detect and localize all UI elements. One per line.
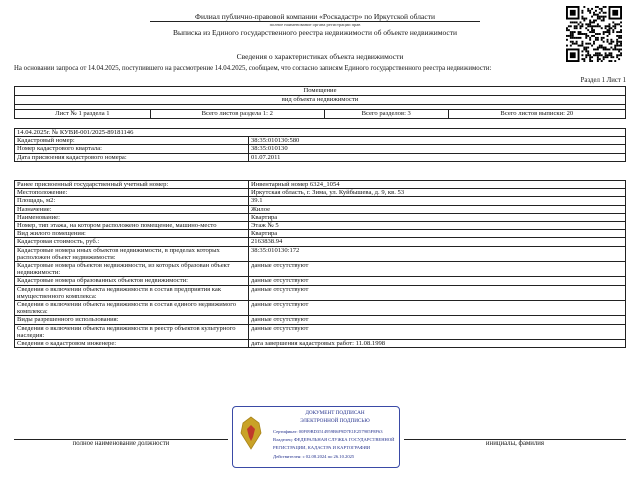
identifier-value: 38:35:010130 xyxy=(249,145,626,153)
property-row xyxy=(15,238,626,246)
extract-sheets: Всего листов выписки: 20 xyxy=(448,110,625,119)
object-header-table xyxy=(14,86,626,119)
property-row xyxy=(15,197,626,205)
property-row xyxy=(15,189,626,197)
property-row xyxy=(15,262,626,277)
property-row xyxy=(15,222,626,230)
stamp-line1: ДОКУМЕНТ ПОДПИСАН xyxy=(305,410,365,416)
name-label: инициалы, фамилия xyxy=(404,439,626,447)
document-title: Выписка из Единого государственного реестра недвижимости об объекте недвижимости xyxy=(172,28,458,37)
stamp-owner: Владелец: ФЕДЕРАЛЬНАЯ СЛУЖБА ГОСУДАРСТВЕННОЙ xyxy=(273,437,395,442)
organization-name: Филиал публично-правовой компании «Роскадастр» по Иркутской области xyxy=(150,12,480,22)
property-row xyxy=(15,301,626,316)
property-label: Наименование: xyxy=(15,213,249,221)
electronic-signature-stamp xyxy=(232,406,400,468)
object-type: Помещение xyxy=(15,87,626,96)
property-value: дата завершения кадастровых работ: 11.08.1998 xyxy=(249,340,626,348)
property-label: Сведения о включении объекта недвижимости в состав предприятия как имущественного комплекса: xyxy=(15,285,249,300)
property-row xyxy=(15,230,626,238)
request-basis: На основании запроса от 14.04.2025, поступившего на рассмотрение 14.04.2025, сообщаем, что согласно записям Единого государственного реестра недвижимости: xyxy=(14,65,492,72)
identifier-label: Дата присвоения кадастрового номера: xyxy=(15,153,249,161)
property-row xyxy=(15,213,626,221)
identifier-label: Кадастровый номер: xyxy=(15,137,249,145)
property-label: Сведения о кадастровом инженере: xyxy=(15,340,249,348)
property-value: Квартира xyxy=(249,230,626,238)
property-label: Номер, тип этажа, на котором расположено помещение, машино-место xyxy=(15,222,249,230)
sheets-total: Всего листов раздела 1: 2 xyxy=(150,110,324,119)
identifier-row xyxy=(15,153,626,161)
position-label: полное наименование должности xyxy=(14,439,228,447)
qr-code-icon xyxy=(566,6,622,62)
stamp-owner2: РЕГИСТРАЦИИ, КАДАСТРА И КАРТОГРАФИИ xyxy=(273,445,371,450)
property-label: Кадастровые номера образованных объектов недвижимости: xyxy=(15,277,249,285)
identifier-row xyxy=(15,137,626,145)
property-row xyxy=(15,324,626,339)
property-label: Местоположение: xyxy=(15,189,249,197)
property-value: данные отсутствуют xyxy=(249,285,626,300)
stamp-cert: Сертификат: 00F09BD3514959B6F9D7E1E257905F8F63 xyxy=(273,429,383,434)
property-label: Ранее присвоенный государственный учетный номер: xyxy=(15,181,249,189)
property-row xyxy=(15,285,626,300)
sheet-number: Лист № 1 раздела 1 xyxy=(15,110,151,119)
property-value: данные отсутствуют xyxy=(249,324,626,339)
property-label: Сведения о включении объекта недвижимости в реестр объектов культурного наследия: xyxy=(15,324,249,339)
property-label: Кадастровая стоимость, руб.: xyxy=(15,238,249,246)
stamp-valid: Действителен: с 02.08.2024 по 26.10.2025 xyxy=(273,454,355,459)
property-label: Кадастровые номера иных объектов недвижимости, в пределах которых расположен объект недвижимости: xyxy=(15,246,249,261)
sections-total: Всего разделов: 3 xyxy=(324,110,448,119)
property-row xyxy=(15,316,626,324)
object-type-note: вид объекта недвижимости xyxy=(15,96,626,105)
identifier-value: 38:35:010130:580 xyxy=(249,137,626,145)
organization-note: полное наименование органа регистрации прав xyxy=(269,22,361,27)
property-value: Жилое xyxy=(249,205,626,213)
property-value: Инвентарный номер 6324_1054 xyxy=(249,181,626,189)
property-value: 2163838.94 xyxy=(249,238,626,246)
property-value: 38:35:010130:172 xyxy=(249,246,626,261)
property-row xyxy=(15,277,626,285)
property-label: Вид жилого помещения: xyxy=(15,230,249,238)
properties-table xyxy=(14,180,626,348)
identifier-value: 01.07.2011 xyxy=(249,153,626,161)
property-label: Кадастровые номера объектов недвижимости, из которых образован объект недвижимости: xyxy=(15,262,249,277)
identifier-row xyxy=(15,145,626,153)
section-ref: Раздел 1 Лист 1 xyxy=(580,77,626,84)
property-row xyxy=(15,246,626,261)
property-row xyxy=(15,205,626,213)
identifier-label: Номер кадастрового квартала: xyxy=(15,145,249,153)
property-value: данные отсутствуют xyxy=(249,316,626,324)
property-value: Этаж № 5 xyxy=(249,222,626,230)
coat-of-arms-icon xyxy=(237,413,265,453)
property-label: Сведения о включении объекта недвижимости в состав единого недвижимого комплекса: xyxy=(15,301,249,316)
stamp-line2: ЭЛЕКТРОННОЙ ПОДПИСЬЮ xyxy=(300,418,370,424)
property-value: данные отсутствуют xyxy=(249,301,626,316)
property-value: 39.1 xyxy=(249,197,626,205)
document-subtitle: Сведения о характеристиках объекта недвижимости xyxy=(236,52,404,61)
property-value: данные отсутствуют xyxy=(249,262,626,277)
property-row xyxy=(15,340,626,348)
document-number: 14.04.2025г. № КУВИ-001/2025-89181146 xyxy=(15,129,626,137)
property-label: Назначение: xyxy=(15,205,249,213)
property-label: Площадь, м2: xyxy=(15,197,249,205)
property-value: данные отсутствуют xyxy=(249,277,626,285)
property-label: Виды разрешенного использования: xyxy=(15,316,249,324)
property-row xyxy=(15,181,626,189)
property-value: Иркутская область, г. Зима, ул. Куйбышева, д. 9, кв. 53 xyxy=(249,189,626,197)
property-value: Квартира xyxy=(249,213,626,221)
identifiers-table xyxy=(14,128,626,162)
